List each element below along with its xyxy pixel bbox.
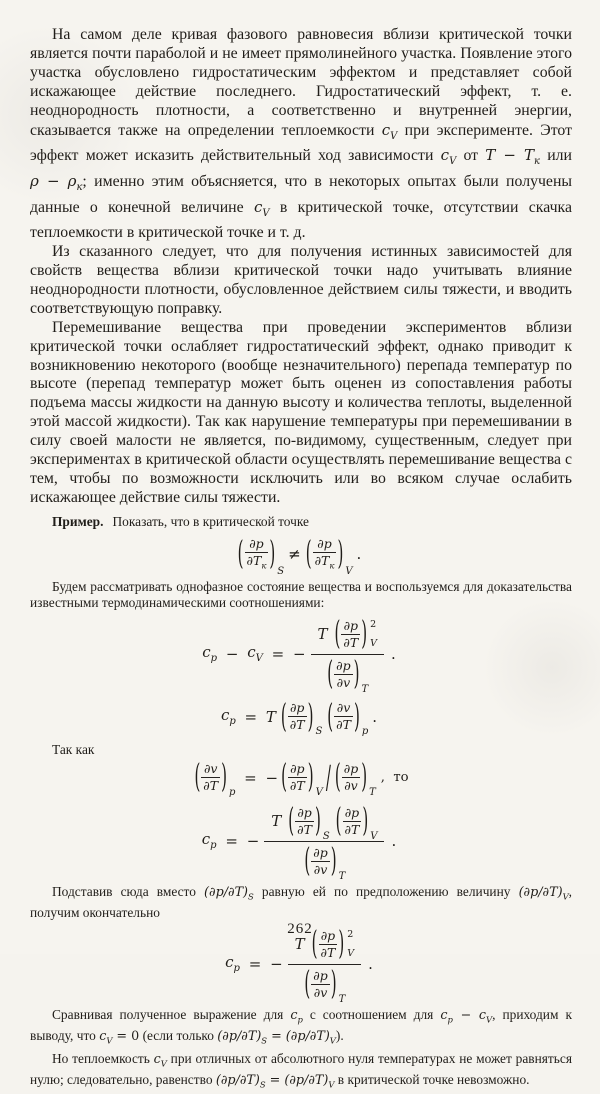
superscript-2: 2 xyxy=(370,618,377,630)
minus-sign: − xyxy=(270,954,283,973)
open-paren: ( xyxy=(311,923,318,963)
math-var: ρ xyxy=(67,172,77,191)
math-cp xyxy=(290,1008,303,1023)
text-segment: (если только xyxy=(139,1027,218,1043)
math-subscript: p xyxy=(297,1014,303,1025)
open-paren: ( xyxy=(288,800,295,840)
math-var: ∂T xyxy=(314,552,330,568)
period: . xyxy=(372,707,378,726)
paren-group xyxy=(280,757,323,799)
math-var: c xyxy=(225,953,234,972)
big-fraction-numerator xyxy=(311,614,384,655)
fraction xyxy=(342,762,360,793)
math-group: (∂p/∂T) xyxy=(284,1073,329,1089)
open-paren: ( xyxy=(194,757,201,796)
math-subscript: V xyxy=(262,208,270,220)
fraction-denominator: ∂T xyxy=(289,717,305,733)
math-operator: − xyxy=(495,146,525,165)
math-subscript: S xyxy=(315,726,323,738)
close-paren: ) xyxy=(269,534,276,573)
example-label: Пример. xyxy=(52,513,104,529)
math-dpdt-equality xyxy=(216,1073,335,1088)
minus-sign: − xyxy=(221,644,244,663)
math-var: c xyxy=(202,643,211,662)
math-operator: − xyxy=(38,172,68,191)
math-cv xyxy=(440,146,457,168)
equals-sign: = xyxy=(220,831,243,850)
close-paren: ) xyxy=(307,696,314,736)
fraction xyxy=(334,659,352,690)
tak-kak-line: Так как xyxy=(52,741,95,757)
math-subscript: V xyxy=(449,156,457,168)
example-intro: Показать, что в критической точке xyxy=(112,513,309,529)
math-subscript: T xyxy=(338,870,346,882)
math-cv xyxy=(253,198,270,220)
math-cp xyxy=(221,706,236,727)
paragraph-1 xyxy=(30,26,572,243)
math-subscript: S xyxy=(259,1079,266,1090)
text-segment: в критической точке, отсутствии скачка теплоемкости в критической точке и т. д. xyxy=(30,199,572,242)
fraction xyxy=(288,701,307,732)
fraction-numerator: ∂p xyxy=(336,657,351,673)
big-fraction-denominator xyxy=(288,963,361,1005)
big-fraction xyxy=(311,614,384,695)
math-var: c xyxy=(253,198,263,217)
close-paren: ) xyxy=(337,534,344,573)
math-var: c xyxy=(290,1007,298,1023)
math-group: (∂p/∂T) xyxy=(204,884,249,900)
math-subscript: p xyxy=(228,787,236,799)
period: . xyxy=(390,644,396,663)
text-segment: с соотношением для xyxy=(302,1006,441,1022)
math-var: T xyxy=(294,935,305,954)
math-subscript: V xyxy=(562,891,569,902)
fraction-numerator: ∂p xyxy=(343,806,362,822)
fraction xyxy=(341,619,360,650)
equals-sign: = xyxy=(239,707,262,726)
open-paren: ( xyxy=(281,757,287,796)
math-subscript: p xyxy=(229,716,236,728)
text-segment: при эксперименте. Этот эффект может исказить действительный ход зависимости xyxy=(30,121,572,165)
math-dpdt-v xyxy=(519,885,569,900)
paren-group xyxy=(237,534,285,577)
open-paren: ( xyxy=(304,840,311,880)
math-subscript: V xyxy=(345,565,353,577)
example-lead xyxy=(30,514,572,530)
math-var: T xyxy=(271,812,282,831)
open-paren: ( xyxy=(334,757,341,796)
close-paren: ) xyxy=(353,654,360,693)
math-subscript: к xyxy=(534,156,540,168)
math-group: (∂p/∂T) xyxy=(215,1073,260,1089)
math-subscript: p xyxy=(210,840,217,852)
big-fraction-numerator xyxy=(264,800,384,842)
math-var: ∂T xyxy=(246,552,262,568)
fraction-numerator: ∂p xyxy=(313,537,337,553)
fraction-denominator: ∂v xyxy=(313,861,328,877)
math-subscript: V xyxy=(390,130,398,142)
math-cp xyxy=(225,953,240,974)
fraction-numerator: ∂v xyxy=(334,701,353,717)
equals-sign: = xyxy=(266,644,289,663)
open-paren: ( xyxy=(237,534,244,573)
equals-sign: = xyxy=(239,768,262,787)
math-var: c xyxy=(99,1028,107,1044)
big-slash: / xyxy=(325,758,331,797)
small-paragraph-2 xyxy=(30,884,572,921)
close-paren: ) xyxy=(361,614,368,653)
period: . xyxy=(391,831,397,850)
math-text-to: , то xyxy=(380,770,409,786)
fraction-denominator: ∂T xyxy=(344,821,360,837)
math-subscript: S xyxy=(277,565,285,577)
text-segment: , получим окончательно xyxy=(30,883,572,920)
math-subscript: p xyxy=(361,726,369,738)
paren-group xyxy=(280,696,323,738)
not-equal-sign: ≠ xyxy=(288,545,301,564)
math-subscript: p xyxy=(447,1014,453,1025)
math-group: (∂p/∂T) xyxy=(217,1028,262,1044)
math-var: T xyxy=(317,625,328,644)
math-subscript: T xyxy=(338,993,346,1005)
close-paren: ) xyxy=(361,757,368,796)
paragraph-2: Из сказанного следует, что для получения истинных зависимостей для свойств вещества вблизи критической точки надо учитывать влияние неоднородности плотности, обусловленное действием силы тяжести, и вводить соответствующую поправку. xyxy=(30,243,572,317)
open-paren: ( xyxy=(280,696,287,736)
math-t-minus-tk xyxy=(485,146,540,168)
fraction xyxy=(245,537,269,572)
close-paren: ) xyxy=(221,757,227,796)
fraction-numerator: ∂p xyxy=(313,967,328,983)
math-group: (∂p/∂T) xyxy=(518,884,563,900)
text-segment: равную ей по предположению величину xyxy=(253,883,519,899)
math-operator: = xyxy=(265,1073,285,1089)
period: . xyxy=(368,954,373,973)
superscript-2: 2 xyxy=(347,928,354,940)
formula-cp-sv xyxy=(30,800,572,882)
text-segment: Но теплоемкость xyxy=(52,1051,154,1067)
close-paren: ) xyxy=(330,840,337,880)
fraction-numerator: ∂p xyxy=(245,537,269,553)
equals-sign: = xyxy=(243,954,267,973)
math-subscript: V xyxy=(329,1035,336,1046)
math-subscript: p xyxy=(233,963,240,975)
math-subscript: V xyxy=(328,1079,335,1090)
text-segment: в критической точке невозможно. xyxy=(334,1072,530,1088)
math-subscript: V xyxy=(486,1014,493,1025)
fraction xyxy=(295,806,314,837)
math-var: c xyxy=(153,1052,161,1068)
paren-group xyxy=(303,840,346,882)
close-paren: ) xyxy=(314,800,321,840)
text-segment: при отличных от абсолютного нуля температурах не может равняться нулю; следовательно, равенство xyxy=(30,1051,572,1088)
math-subscript: p xyxy=(210,653,218,665)
formula-cp-product xyxy=(30,697,572,737)
math-operator: = xyxy=(267,1028,286,1044)
math-subscript: S xyxy=(261,1035,268,1046)
math-subscript: к xyxy=(76,182,83,194)
math-subscript: V xyxy=(315,787,323,799)
math-subscript: к xyxy=(329,561,335,572)
close-paren: ) xyxy=(307,757,314,796)
fraction-denominator: ∂T xyxy=(203,778,219,794)
fraction xyxy=(311,846,329,877)
math-subscript: S xyxy=(248,891,254,902)
text-segment: Подставив сюда вместо xyxy=(52,883,205,899)
math-subscript: S xyxy=(322,830,330,842)
math-var: c xyxy=(478,1007,487,1023)
math-cp xyxy=(202,830,217,851)
paren-group xyxy=(326,654,369,695)
paragraph-3: Перемешивание вещества при проведении экспериментов вблизи критической точки ослабляет гидростатический эффект, однако приводит к возникновению некоторого (вообще незначительного) перепада температур по высоте (перепад температур может быть оценен из сопоставления работы подъема массы жидкости на данную высоту и количества теплоты, выделенной этой массой жидкости). Так как нарушение температуры при перемешивании в силу своей малости не является, по-видимому, существенным, следует при экспериментах в критической области осуществлять перемешивание вещества с тем, чтобы по возможности исключить или во всяком случае ослабить искажающее действие силы тяжести. xyxy=(30,318,572,506)
math-var: c xyxy=(440,146,450,165)
math-cv-equals-0 xyxy=(99,1029,139,1044)
math-subscript: V xyxy=(160,1058,167,1069)
close-paren: ) xyxy=(338,923,345,963)
open-paren: ( xyxy=(305,534,312,573)
math-var: c xyxy=(201,830,211,849)
big-fraction-denominator xyxy=(264,840,384,882)
math-subscript: V xyxy=(255,653,263,665)
math-subscript: T xyxy=(369,787,376,799)
fraction-denominator: ∂T xyxy=(336,717,351,733)
fraction-numerator: ∂p xyxy=(313,844,328,860)
math-var: T xyxy=(265,707,276,726)
sup-sub-stack xyxy=(370,619,377,650)
small-paragraph-1: Будем рассматривать однофазное состояние вещества и воспользуемся для доказательства известными термодинамическими соотношениями: xyxy=(30,579,572,611)
fraction-denominator: ∂T xyxy=(320,944,336,960)
text-segment: ). xyxy=(335,1027,344,1043)
close-paren: ) xyxy=(362,800,369,840)
fraction xyxy=(311,969,329,1000)
formula-dvdt xyxy=(30,758,572,798)
page-number: 262 xyxy=(287,921,313,937)
math-var: c xyxy=(220,706,230,725)
math-var: c xyxy=(440,1007,448,1023)
fraction-denominator: ∂T xyxy=(297,821,312,837)
minus-sign: − xyxy=(246,831,260,850)
math-subscript: V xyxy=(347,948,355,960)
fraction xyxy=(313,537,337,572)
close-paren: ) xyxy=(330,963,337,1003)
paren-group xyxy=(305,534,353,577)
paren-group xyxy=(193,757,236,799)
math-operator: − xyxy=(452,1007,479,1023)
big-fraction xyxy=(264,800,384,882)
fraction-denominator: ∂v xyxy=(336,674,351,690)
math-var: c xyxy=(381,120,391,139)
math-subscript: V xyxy=(370,638,377,650)
math-subscript: V xyxy=(370,830,378,842)
minus-sign: − xyxy=(292,644,306,663)
fraction-denominator: ∂T xyxy=(289,778,305,794)
open-paren: ( xyxy=(327,696,334,736)
text-segment: Сравнивая полученное выражение для xyxy=(52,1006,291,1022)
math-group: (∂p/∂T) xyxy=(285,1028,330,1044)
paren-group xyxy=(334,757,376,799)
math-dpdt-s xyxy=(204,885,254,900)
open-paren: ( xyxy=(334,614,341,653)
math-operator: = 0 xyxy=(112,1028,140,1044)
fraction-denominator xyxy=(313,553,337,572)
fraction xyxy=(288,762,307,793)
fraction-numerator: ∂p xyxy=(295,806,314,822)
math-subscript: V xyxy=(106,1035,113,1046)
math-var: c xyxy=(247,643,256,662)
fraction-numerator: ∂p xyxy=(288,701,307,717)
math-cv xyxy=(154,1052,167,1067)
big-fraction-denominator xyxy=(311,654,384,695)
text-segment: от xyxy=(456,147,486,165)
math-var: T xyxy=(524,146,535,165)
paren-group xyxy=(303,963,346,1005)
paren-group xyxy=(334,614,377,653)
text-segment: или xyxy=(539,147,572,165)
math-cv xyxy=(247,643,263,664)
open-paren: ( xyxy=(304,963,311,1003)
fraction xyxy=(201,762,220,793)
fraction-denominator: ∂v xyxy=(344,778,358,794)
paren-group xyxy=(287,800,330,842)
math-cp-minus-cv xyxy=(440,1008,492,1023)
fraction-denominator xyxy=(245,553,269,572)
fraction-numerator: ∂v xyxy=(201,762,220,778)
fraction xyxy=(343,806,362,837)
formula-cp-minus-cv xyxy=(30,614,572,695)
fraction-numerator: ∂p xyxy=(343,761,359,777)
math-cp xyxy=(202,643,217,664)
period: . xyxy=(356,545,362,564)
fraction-numerator: ∂p xyxy=(288,762,307,778)
math-subscript: к xyxy=(261,561,267,572)
math-var: T xyxy=(485,146,496,165)
fraction xyxy=(334,701,353,732)
paren-group xyxy=(326,696,369,738)
minus-sign: − xyxy=(265,768,279,787)
fraction-denominator: ∂T xyxy=(343,634,359,650)
open-paren: ( xyxy=(335,800,342,840)
text-segment: , приходим к выводу, что xyxy=(30,1006,572,1043)
fraction-numerator: ∂p xyxy=(341,619,360,635)
text-segment: ; именно этим объясняется, что в некоторых опытах были получены данные о конечной величине xyxy=(30,173,573,217)
math-rho-minus-rhok xyxy=(30,172,83,194)
math-subscript: T xyxy=(361,683,369,695)
math-cv xyxy=(381,120,398,142)
paren-group xyxy=(335,800,378,842)
math-dpdt-equality xyxy=(217,1029,336,1044)
math-var: ρ xyxy=(30,172,39,191)
fraction-numerator: ∂p xyxy=(319,929,338,945)
formula-neq xyxy=(30,534,572,577)
close-paren: ) xyxy=(353,696,360,736)
fraction-denominator: ∂v xyxy=(313,984,328,1000)
small-paragraph-3 xyxy=(30,1007,572,1050)
text-segment: На самом деле кривая фазового равновесия вблизи критической точки является почти параболой и не имеет прямолинейного участка. Появление этого участка обусловлено гидростатическим эффектом и представляет собой искажающее действие последнего. Гидростатический эффект, т. е. неоднородность плотности, а соответственно и внутренней энергии, сказывается также на определении теплоемкости xyxy=(30,26,572,139)
open-paren: ( xyxy=(327,654,334,693)
small-paragraph-4 xyxy=(30,1051,572,1094)
